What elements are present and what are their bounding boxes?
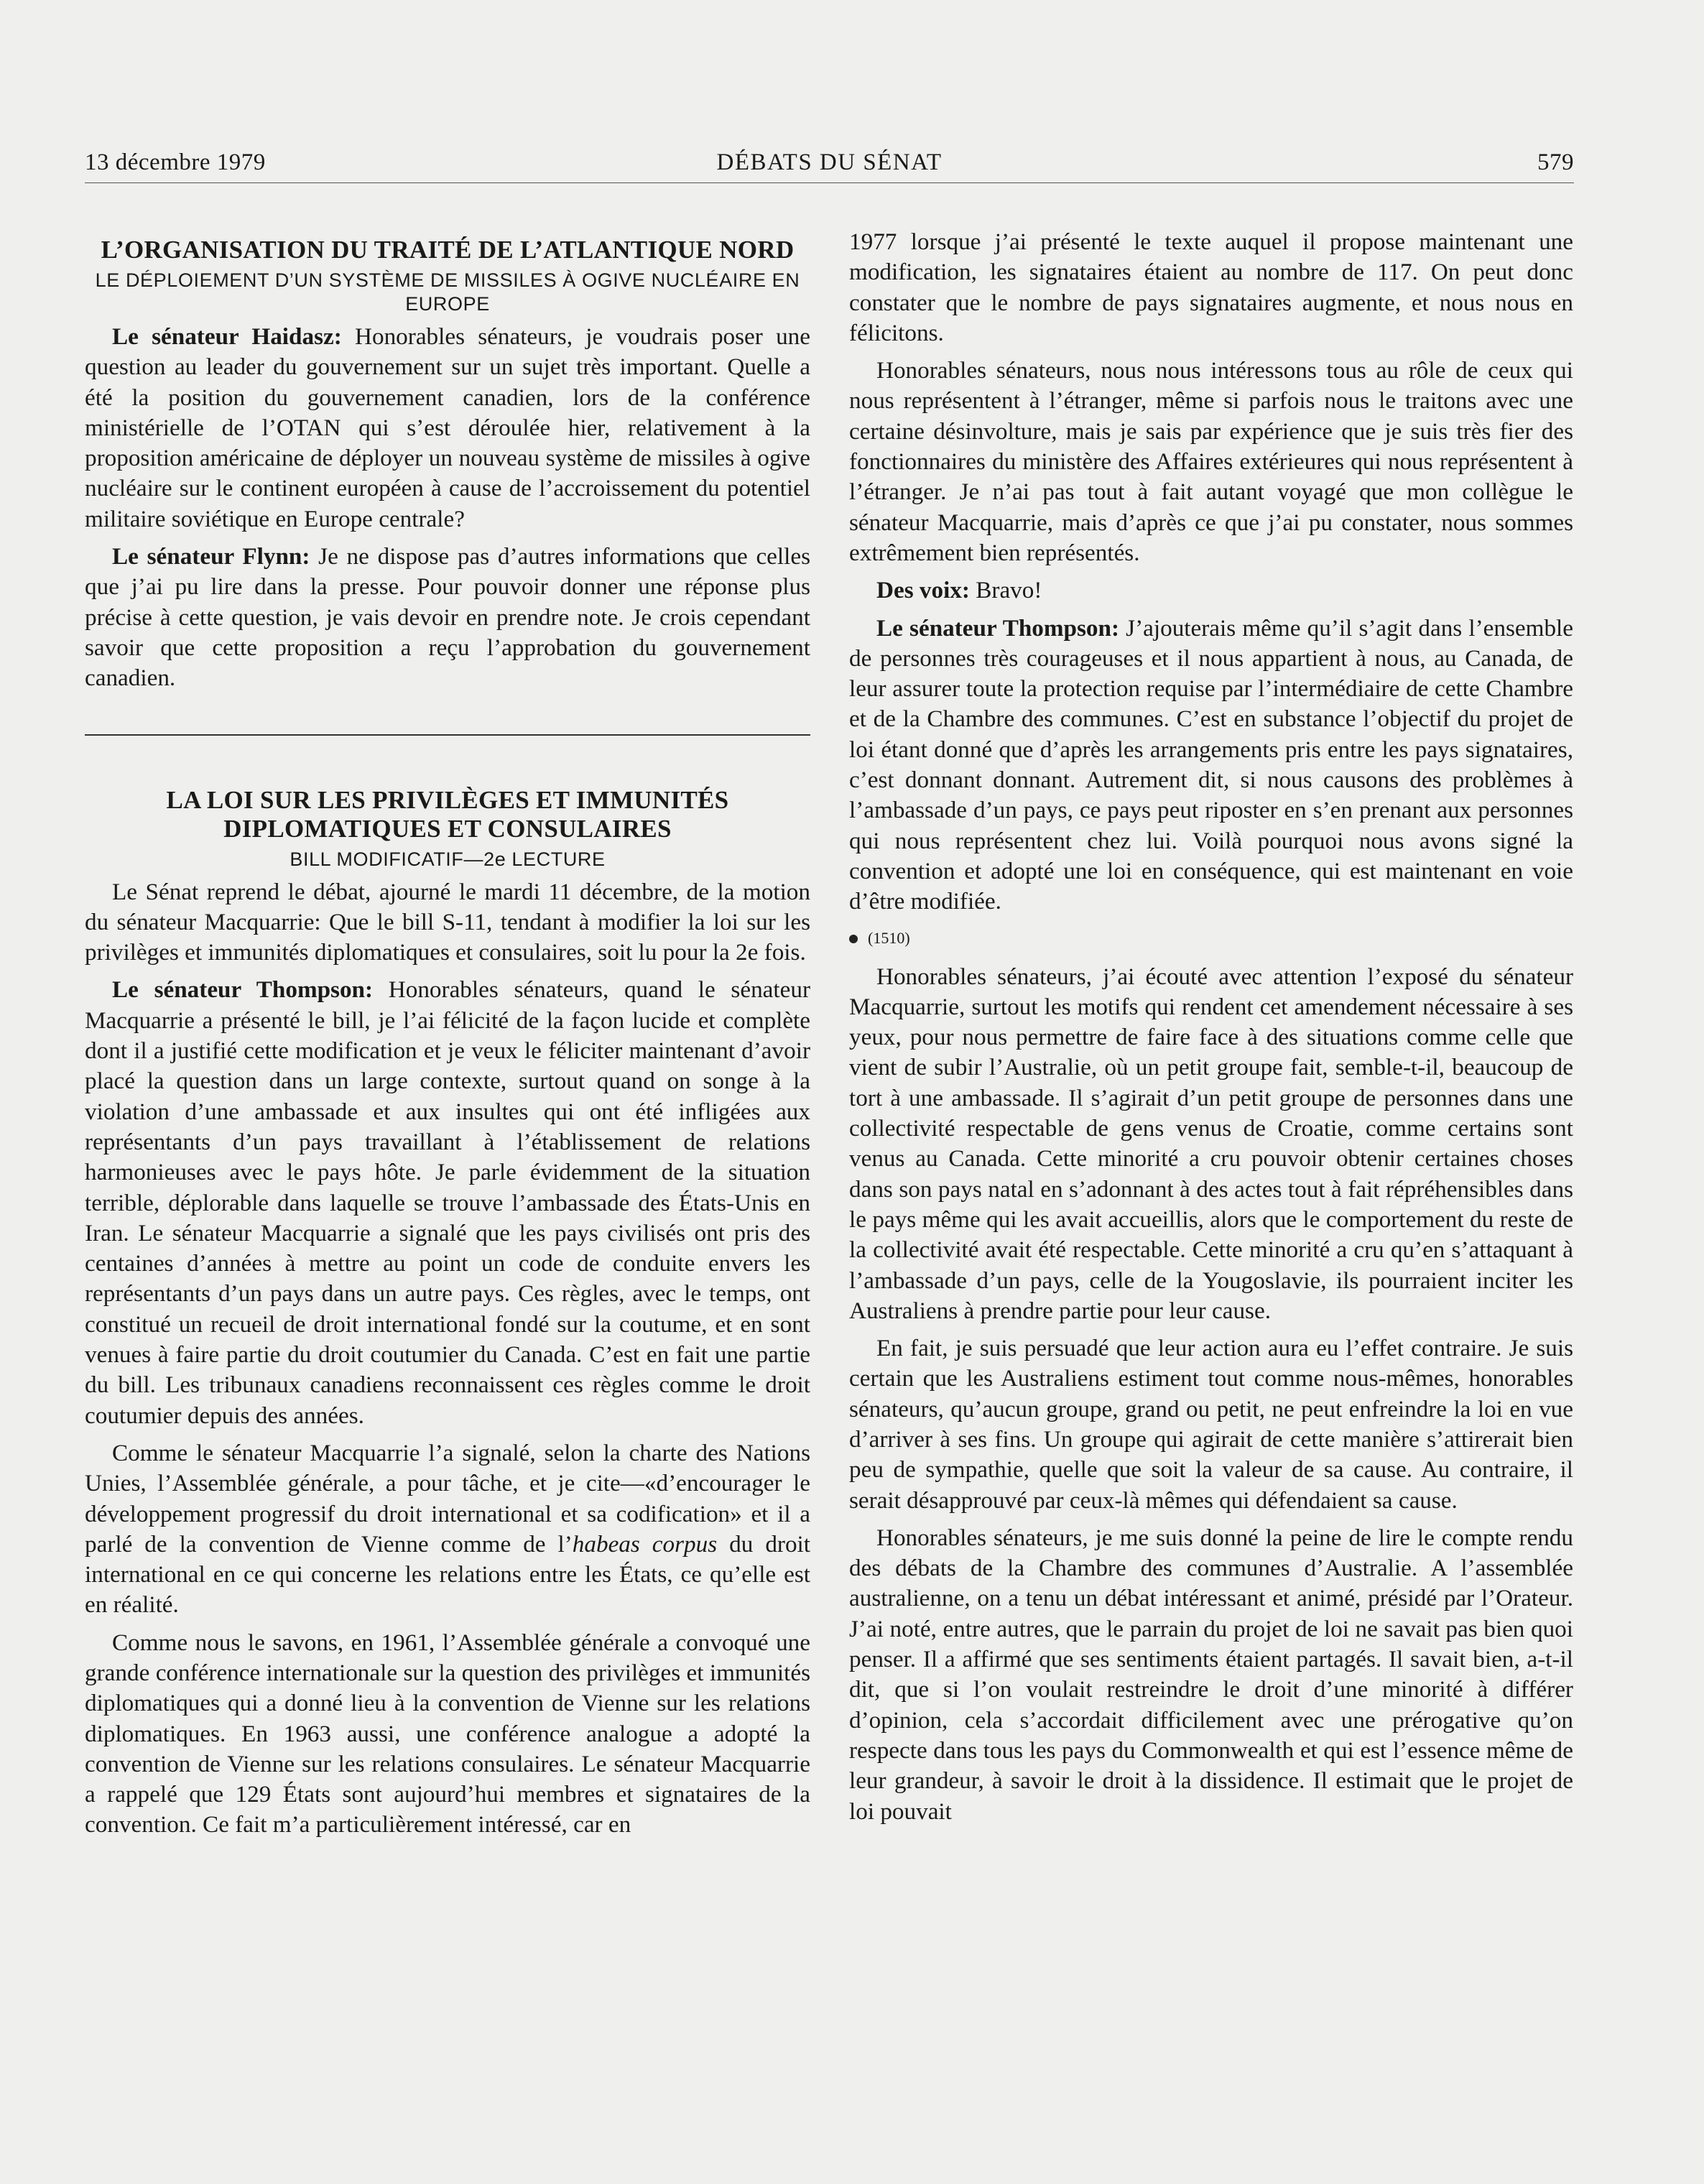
speaker-name: Le sénateur Haidasz: [112,323,342,350]
speaker-name: Le sénateur Flynn: [112,543,310,570]
paragraph: En fait, je suis persuadé que leur action aura eu l’effet contraire. Je suis certain que les Australiens estiment tout comme nous-mêmes, honorables sénateurs, qu’aucun groupe, grand ou petit, ne peut enfreindre la loi en vue d’arriver à ses fins. Un groupe qui agirait de cette manière s’attirerait bien peu de sympathie, quelle que soit la valeur de sa cause. Au contraire, il serait désapprouvé par ceux-là mêmes qui défendaient sa cause. [849,1335,1573,1514]
paragraph: Des voix: Bravo! [876,577,1042,604]
time-marker-label: (1510) [868,928,910,947]
paragraph: Honorables sénateurs, j’ai écouté avec attention l’exposé du sénateur Macquarrie, surtout les motifs qui rendent cet amendement nécessaire à ses yeux, pour nous permettre de faire face à des situations comme celle que vient de subir l’Australie, où un petit groupe fait, semble-t-il, beaucoup de tort à une ambassade. Il s’agirait d’un petit groupe de personnes dans une collectivité respectable de gens venus de Croatie, comme certains sont venus au Canada. Cette minorité a cru pouvoir obtenir certaines choses dans son pays natal en s’adonnant à des actes tout à fait répréhensibles dans le pays même qui les avait accueillis, alors que le comportement du reste de la collectivité avait été respectable. Cette minorité a cru qu’en s’attaquant à l’ambassade d’un pays, celle de la Yougoslavie, ils pourraient inciter les Australiens à prendre partie pour leur cause. [849,963,1573,1324]
paragraph: Le sénateur Haidasz: Honorables sénateurs, je voudrais poser une question au leader du gouvernement sur un sujet très important. Quelle a été la position du gouvernement canadien, lors de la conférence ministérielle de l’OTAN qui s’est déroulée hier, relativement à la proposition américaine de déployer un nouveau système de missiles à ogive nucléaire sur le continent européen à cause de l’accroissement du potentiel militaire soviétique en Europe centrale? [85,323,810,532]
left-column [85,227,810,1841]
speaker-name: Des voix: [876,577,970,604]
header-date: 13 décembre 1979 [85,149,266,175]
paragraph: Comme nous le savons, en 1961, l’Assemblée générale a convoqué une grande conférence internationale sur la question des privilèges et immunités diplomatiques qui a donné lieu à la convention de Vienne sur les relations diplomatiques. En 1963 aussi, une conférence analogue a adopté la convention de Vienne sur les relations consulaires. Le sénateur Macquarrie a rappelé que 129 États sont aujourd’hui membres et signataires de la convention. Ce fait m’a particulièrement intéressé, car en [85,1629,810,1838]
paragraph: Le sénateur Thompson: J’ajouterais même qu’il s’agit dans l’ensemble de personnes très courageuses et il nous appartient à nous, au Canada, de leur assurer toute la protection requise par l’intermédiaire de cette Chambre et de la Chambre des communes. C’est en substance l’objectif du projet de loi étant donné que d’après les arrangements pris entre les pays signataires, c’est donnant donnant. Autrement dit, si nous causons des problèmes à l’ambassade d’un pays, ce pays peut riposter en s’en prenant aux personnes qui nous représentent chez lui. Voilà pourquoi nous avons signé la convention et adopté une loi en conséquence, qui est maintenant en voie d’être modifiée. [849,614,1573,915]
speaker-name: Le sénateur Thompson: [876,614,1119,642]
paragraph: Le Sénat reprend le débat, ajourné le mardi 11 décembre, de la motion du sénateur Macquarrie: Que le bill S-11, tendant à modifier la loi sur les privilèges et immunités diplomatiques et consulaires, soit lu pour la 2e fois. [85,878,810,966]
italic-term: habeas corpus [572,1530,718,1558]
paragraph: Comme le sénateur Macquarrie l’a signalé, selon la charte des Nations Unies, l’Assemblée générale, a pour tâche, et je cite—«d’encourager le développement progressif du droit international et sa codification» et il a parlé de la convention de Vienne comme de l’habeas corpus du droit international en ce qui concerne les relations entre les États, ce qu’elle est en réalité. [85,1439,810,1619]
speaker-name: Le sénateur Thompson: [112,976,374,1004]
section-divider [85,734,810,736]
page-number: 579 [1537,149,1574,175]
section-subheading-missiles: LE DÉPLOIEMENT D’UN SYSTÈME DE MISSILES À OGIVE NUCLÉAIRE EN EUROPE [95,269,800,315]
bullet-icon [849,935,858,943]
paragraph: 1977 lorsque j’ai présenté le texte auquel il propose maintenant une modification, les signataires étaient au nombre de 117. On peut donc constater que le nombre de pays signataires augmente, et nous nous en félicitons. [849,228,1573,346]
page-header [85,148,1574,183]
right-column [849,227,1573,1827]
time-marker [849,927,1573,949]
paragraph: Honorables sénateurs, nous nous intéressons tous au rôle de ceux qui nous représentent à l’étranger, même si parfois nous le traitons avec une certaine désinvolture, mais je sais par expérience que je suis très fier des fonctionnaires du ministère des Affaires extérieures qui nous représentent à l’étranger. Je n’ai pas tout à fait autant voyagé que mon collègue le sénateur Macquarrie, mais d’après ce que j’ai pu constater, nous sommes extrêmement bien représentés. [849,357,1573,566]
paragraph: Le sénateur Flynn: Je ne dispose pas d’autres informations que celles que j’ai pu lire dans la presse. Pour pouvoir donner une réponse plus précise à cette question, je vais devoir en prendre note. Je crois cependant savoir que cette proposition a reçu l’approbation du gouvernement canadien. [85,543,810,692]
section-subheading-bill: BILL MODIFICATIF—2e LECTURE [290,848,606,870]
header-title: DÉBATS DU SÉNAT [716,149,943,175]
paragraph: Le sénateur Thompson: Honorables sénateurs, quand le sénateur Macquarrie a présenté le bill, je l’ai félicité de la façon lucide et complète dont il a justifié cette modification et je veux le féliciter maintenant d’avoir placé la question dans un large contexte, surtout quand on songe à la violation d’une ambassade et aux insultes qui ont été infligées aux représentants d’un pays travaillant à l’établissement de relations harmonieuses avec le pays hôte. Je parle évidemment de la situation terrible, déplorable dans laquelle se trouve l’ambassade des États-Unis en Iran. Le sénateur Macquarrie a signalé que les pays civilisés ont pris des centaines d’années à mettre au point un code de conduite envers les représentants d’un pays dans un autre pays. Ces règles, avec le temps, ont constitué un recueil de droit international fondé sur la coutume, et en sont venues à faire partie du droit coutumier du Canada. C’est en fait une partie du bill. Les tribunaux canadiens reconnaissent ces règles comme le droit coutumier depuis des années. [85,976,811,1429]
section-heading-privileges: LA LOI SUR LES PRIVILÈGES ET IMMUNITÉS DIPLOMATIQUES ET CONSULAIRES [166,785,729,843]
section-heading-otan: L’ORGANISATION DU TRAITÉ DE L’ATLANTIQUE NORD [101,236,795,264]
paragraph: Honorables sénateurs, je me suis donné la peine de lire le compte rendu des débats de la Chambre des communes d’Australie. A l’assemblée australienne, on a tenu un débat intéressant et animé, présidé par l’Orateur. J’ai noté, entre autres, que le parrain du projet de loi ne savait pas bien quoi penser. Il a affirmé que ses sentiments étaient partagés. Il savait bien, a-t-il dit, que si l’on voulait restreindre le droit d’une minorité à différer d’opinion, cela s’accordait difficilement avec une prérogative qu’on respecte dans tous les pays du Commonwealth et qui est l’essence même de leur grandeur, à savoir le droit à la dissidence. Il estimait que le projet de loi pouvait [849,1524,1573,1825]
